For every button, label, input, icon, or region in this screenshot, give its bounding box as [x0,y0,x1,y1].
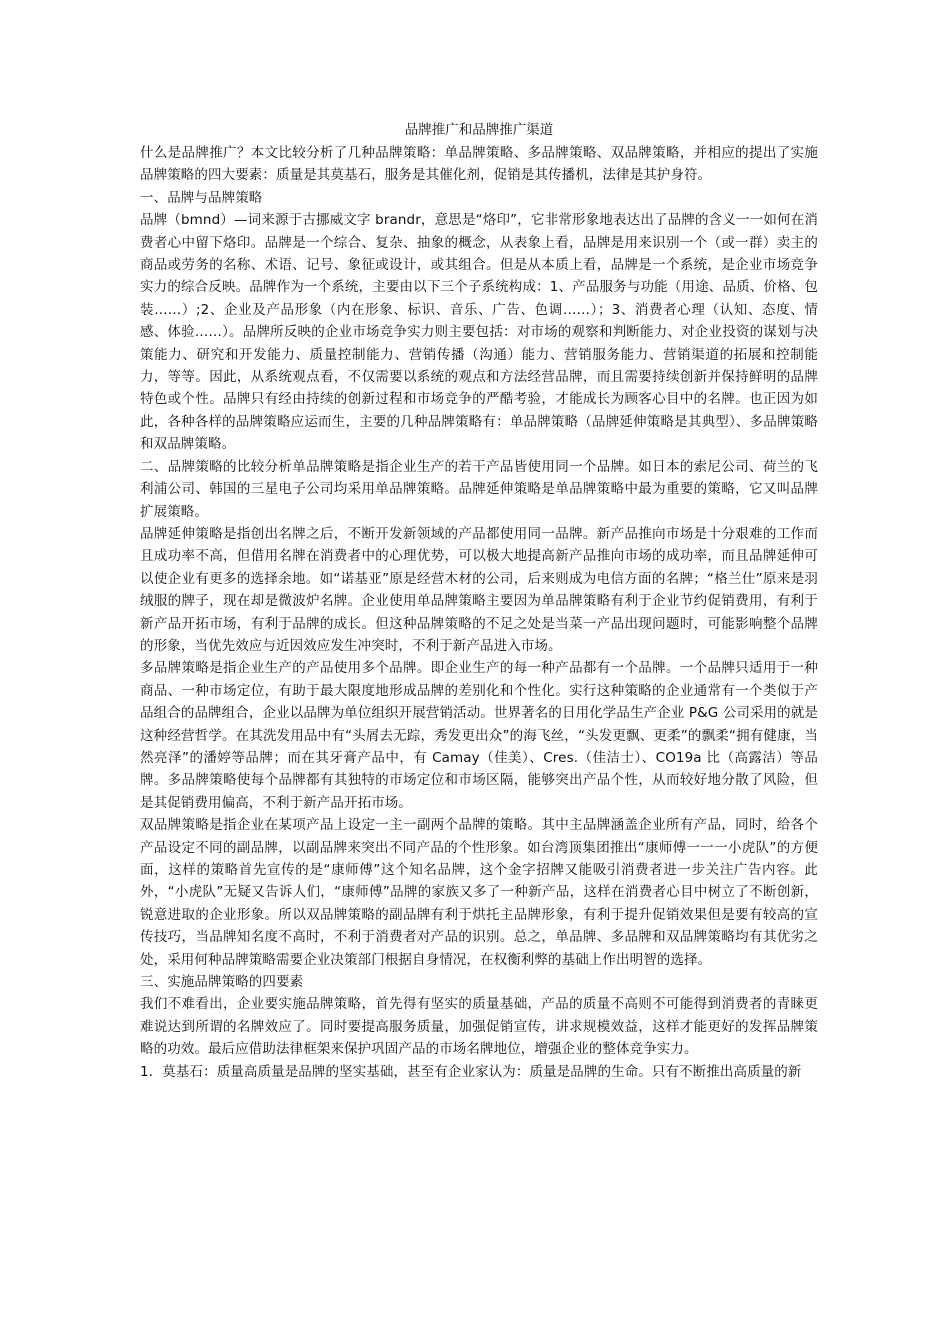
body-paragraph: 1．莫基石：质量高质量是品牌的坚实基础，甚至有企业家认为：质量是品牌的生命。只有不断推出高质量的新 [140,1063,802,1080]
section-heading-3: 三、实施品牌策略的四要素 [140,974,304,991]
document-title: 品牌推广和品牌推广渠道 [404,122,554,138]
section-heading-1: 一、品牌与品牌策略 [140,189,263,206]
section-heading-2-paragraph: 二、品牌策略的比较分析单品牌策略是指企业生产的若干产品皆使用同一个品牌。如日本的索尼公司、荷兰的飞利浦公司、韩国的三星电子公司均采用单品牌策略。品牌延伸策略是单品牌策略中最为重要的策略，它又叫品牌扩展策略。 [140,458,818,520]
document-page [140,118,818,1083]
body-paragraph: 双品牌策略是指企业在某项产品上设定一主一副两个品牌的策略。其中主品牌涵盖企业所有产品，同时，给各个产品设定不同的副品牌，以副品牌来突出不同产品的个性形象。如台湾顶集团推出“康师傅一一一小虎队”的方便面，这样的策略首先宣传的是“康师傅”这个知名品牌，这个金字招牌又能吸引消费者进一步关注广告内容。此外，“小虎队”无疑又告诉人们，“康师傅”品牌的家族又多了一种新产品，这样在消费者心目中树立了不断创新，锐意进取的企业形象。所以双品牌策略的副品牌有利于烘托主品牌形象，有利于提升促销效果但是要有较高的宣传技巧，当品牌知名度不高时，不利于消费者对产品的识别。总之，单品牌、多品牌和双品牌策略均有其优劣之处，采用何种品牌策略需要企业决策部门根据自身情况，在权衡利弊的基础上作出明智的选择。 [140,817,818,968]
body-paragraph: 品牌（bmnd）—词来源于古挪威文字 brandr，意思是“烙印”，它非常形象地表达出了品牌的含义一一如何在消费者心中留下烙印。品牌是一个综合、复杂、抽象的概念，从表象上看，品牌是用来识别一个（或一群）卖主的商品或劳务的名称、术语、记号、象征或设计，或其组合。但是从本质上看，品牌是一个系统，是企业市场竞争实力的综合反映。品牌作为一个系统，主要由以下三个子系统构成：1、产品服务与功能（用途、品质、价格、包装……）;2、企业及产品形象（内在形象、标识、音乐、广告、色调……）；3、消费者心理（认知、态度、情感、体验……）。品牌所反映的企业市场竞争实力则主要包括：对市场的观察和判断能力、对企业投资的谋划与决策能力、研究和开发能力、质量控制能力、营销传播（沟通）能力、营销服务能力、营销渠道的拓展和控制能力，等等。因此，从系统观点看，不仅需要以系统的观点和方法经营品牌，而且需要持续创新并保持鲜明的品牌特色或个性。品牌只有经由持续的创新过程和市场竞争的严酷考验，才能成长为顾客心目中的名牌。也正因为如此，各种各样的品牌策略应运而生，主要的几种品牌策略有：单品牌策略（品牌延伸策略是其典型）、多品牌策略和双品牌策略。 [140,212,818,453]
body-paragraph: 品牌延伸策略是指创出名牌之后，不断开发新领域的产品都使用同一品牌。新产品推向市场是十分艰难的工作而且成功率不高，但借用名牌在消费者中的心理优势，可以极大地提高新产品推向市场的成功率，而且品牌延伸可以使企业有更多的选择余地。如“诺基亚”原是经营木材的公司，后来则成为电信方面的名牌；“格兰仕”原来是羽绒服的牌子，现在却是微波炉名牌。企业使用单品牌策略主要因为单品牌策略有利于企业节约促销费用，有利于新产品开拓市场，有利于品牌的成长。但这种品牌策略的不足之处是当菜一产品出现问题时，可能影响整个品牌的形象，当优先效应与近因效应发生冲突时，不利于新产品进入市场。 [140,525,818,654]
body-paragraph: 多品牌策略是指企业生产的产品使用多个品牌。即企业生产的每一种产品都有一个品牌。一个品牌只适用于一种商品、一种市场定位，有助于最大限度地形成品牌的差别化和个性化。实行这种策略的企业通常有一个类似于产品组合的品牌组合，企业以品牌为单位组织开展营销活动。世界著名的日用化学品生产企业 P&G 公司采用的就是这种经营哲学。在其洗发用品中有“头屑去无踪，秀发更出众”的海飞丝，“头发更飘、更柔”的飘柔“拥有健康，当然亮泽”的潘婷等品牌；而在其牙膏产品中，有 Camay（佳美）、Cres.（佳洁士）、CO19a 比（高露洁）等品牌。多品牌策略使每个品牌都有其独特的市场定位和市场区隔，能够突出产品个性，从而较好地分散了风险，但是其促销费用偏高，不利于新产品开拓市场。 [140,660,818,811]
intro-paragraph: 什么是品牌推广？本文比较分析了几种品牌策略：单品牌策略、多品牌策略、双品牌策略，并相应的提出了实施品牌策略的四大要素：质量是其莫基石，服务是其催化剂，促销是其传播机，法律是其护身符。 [140,145,818,184]
body-paragraph: 我们不难看出，企业要实施品牌策略，首先得有坚实的质量基础，产品的质量不高则不可能得到消费者的青睐更难说达到所谓的名牌效应了。同时要提高服务质量，加强促销宣传，讲求规模效益，这样才能更好的发挥品牌策略的功效。最后应借助法律框架来保护巩固产品的市场名牌地位，增强企业的整体竞争实力。 [140,996,818,1058]
